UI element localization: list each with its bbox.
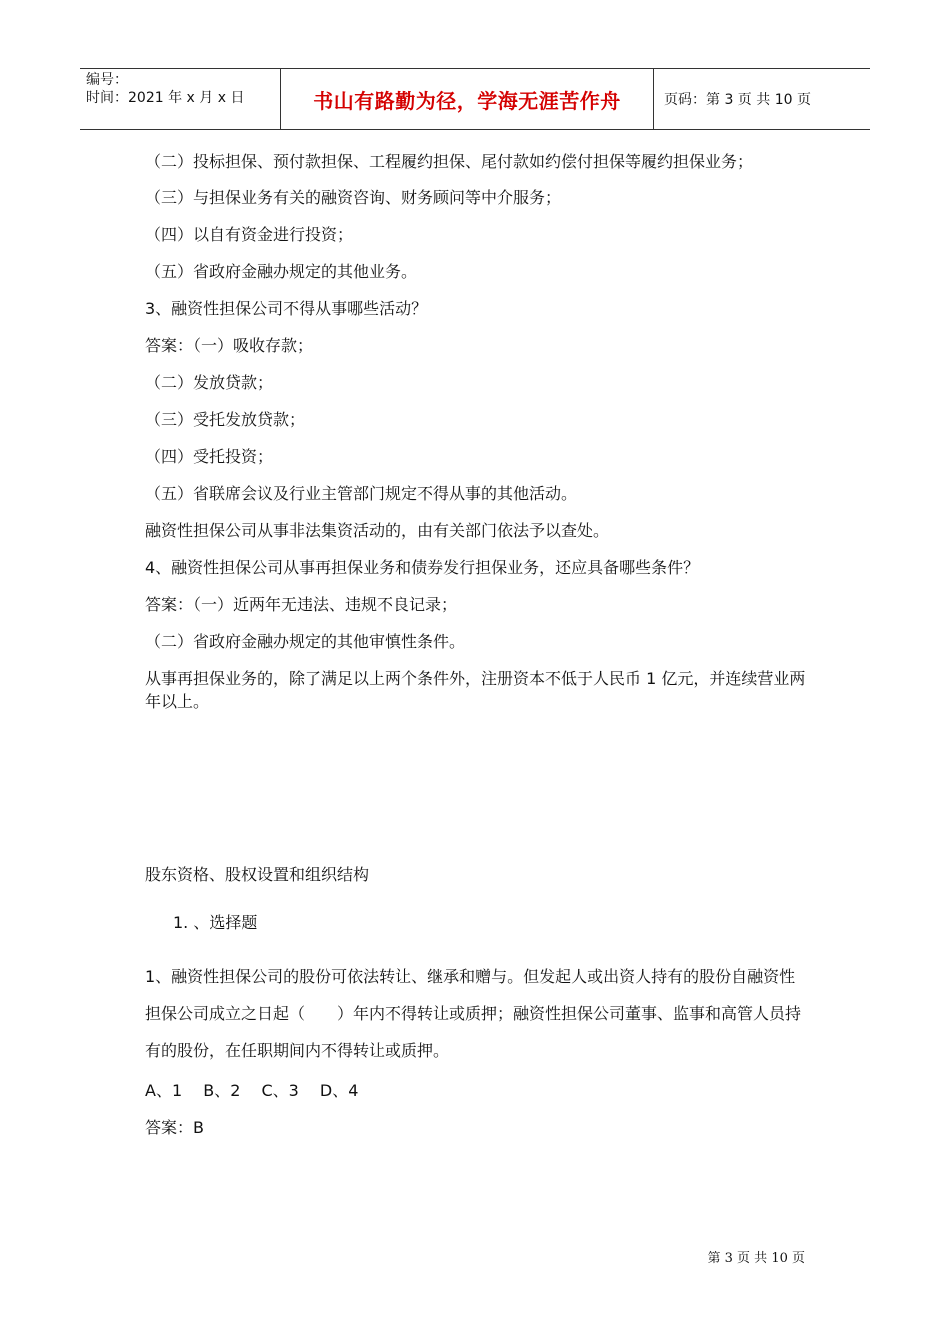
question-heading: 3、融资性担保公司不得从事哪些活动？ — [145, 299, 428, 318]
answer-line: 答案：（一）近两年无违法、违规不良记录； — [145, 595, 458, 614]
paragraph: 从事再担保业务的，除了满足以上两个条件外，注册资本不低于人民币 1 亿元，并连续营业两年以上。 — [145, 669, 806, 711]
paragraph: （五）省政府金融办规定的其他业务。 — [145, 262, 418, 281]
question-heading: 4、融资性担保公司从事再担保业务和债券发行担保业务，还应具备哪些条件？ — [145, 558, 700, 577]
answer-line: （四）受托投资； — [145, 447, 274, 466]
question-options: A、1 B、2 C、3 D、4 — [145, 1081, 359, 1100]
answer-line: （二）省政府金融办规定的其他审慎性条件。 — [145, 632, 466, 651]
answer-line: （三）受托发放贷款； — [145, 410, 306, 429]
answer-line: （二）发放贷款； — [145, 373, 274, 392]
paragraph: （四）以自有资金进行投资； — [145, 225, 354, 244]
section-title: 股东资格、股权设置和组织结构 — [145, 865, 370, 884]
document-body — [145, 150, 810, 1139]
header-motto: 书山有路勤为径，学海无涯苦作舟 — [281, 69, 654, 129]
code-label: 编号： — [86, 72, 128, 88]
answer-line: 答案：（一）吸收存款； — [145, 336, 314, 355]
header-page-number: 页码：第 3 页 共 10 页 — [664, 92, 811, 108]
paragraph: （三）与担保业务有关的融资咨询、财务顾问等中介服务； — [145, 188, 562, 207]
time-label: 时间：2021 年 x 月 x 日 — [86, 90, 245, 106]
subsection-title: 1. 、选择题 — [173, 913, 258, 932]
answer-line: （五）省联席会议及行业主管部门规定不得从事的其他活动。 — [145, 484, 578, 503]
question-answer: 答案：B — [145, 1118, 204, 1137]
page-footer: 第 3 页 共 10 页 — [707, 1251, 805, 1266]
page-header — [80, 68, 870, 130]
paragraph: （二）投标担保、预付款担保、工程履约担保、尾付款如约偿付担保等履约担保业务； — [145, 152, 754, 171]
header-meta — [80, 69, 281, 129]
paragraph: 融资性担保公司从事非法集资活动的，由有关部门依法予以查处。 — [145, 521, 610, 540]
question-text: 1、融资性担保公司的股份可依法转让、继承和赠与。但发起人或出资人持有的股份自融资性担保公司成立之日起（ ）年内不得转让或质押；融资性担保公司董事、监事和高管人员持有的股份，在任职期间内不得转让或质押。 — [145, 967, 802, 1060]
